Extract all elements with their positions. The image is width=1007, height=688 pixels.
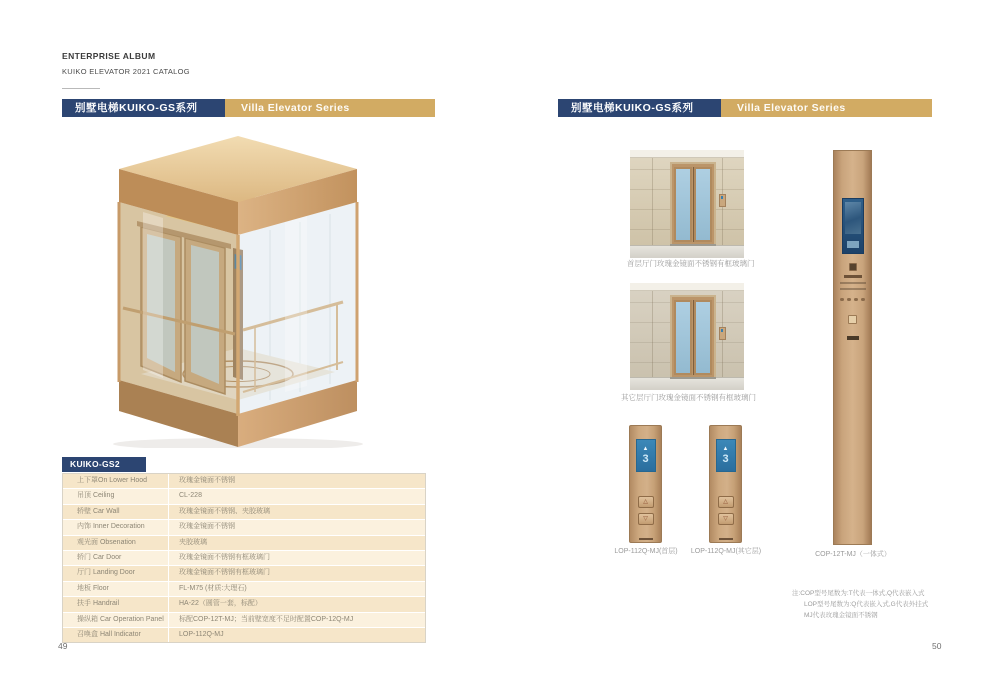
key-switch	[848, 315, 857, 324]
spec-label: 轿门 Car Door	[63, 551, 169, 565]
note-line: LOP型号尾数为:Q代表嵌入式,G代表外挂式	[804, 601, 929, 608]
cop-display-screen	[842, 198, 864, 254]
door-sill	[670, 377, 716, 379]
screen-image	[845, 202, 861, 234]
door-leaf	[694, 167, 712, 242]
floor-number: 3	[642, 453, 649, 465]
page-number-left: 49	[58, 641, 68, 651]
figure-caption: 首层厅门玫瑰金镜面不锈钢有框玻璃门	[627, 259, 755, 268]
spec-label: 操纵箱 Car Operation Panel	[63, 613, 169, 627]
floor-strip	[630, 245, 744, 258]
up-arrow-icon: ▲	[642, 446, 649, 452]
spec-table-row	[63, 488, 425, 503]
brand-mark	[639, 538, 653, 540]
glass-landing-door	[670, 162, 716, 246]
villa-elevator-cabin-render	[85, 130, 395, 448]
cop-panel-integrated	[833, 150, 872, 545]
spec-label: 厅门 Landing Door	[63, 566, 169, 580]
series-banner-en-right: Villa Elevator Series	[721, 99, 932, 117]
page-number-right: 50	[932, 641, 942, 651]
spec-table-row	[63, 519, 425, 534]
spec-value: 玫瑰金镜面不锈钢、夹胶玻璃	[179, 507, 270, 515]
door-glass	[676, 302, 690, 373]
brand-mark	[844, 275, 862, 278]
catalog-subtitle: KUIKO ELEVATOR 2021 CATALOG	[62, 67, 190, 76]
spec-label: 吊顶 Ceiling	[63, 489, 169, 503]
up-arrow-icon: ▲	[722, 446, 729, 452]
landing-door-photo-first-floor	[630, 150, 744, 258]
door-meeting-line	[693, 300, 694, 375]
spec-label: 地板 Floor	[63, 582, 169, 596]
spec-value: 玫瑰金镜面不锈钢	[179, 523, 235, 531]
spec-table-row	[63, 474, 425, 488]
floor-indicator-display	[636, 439, 656, 472]
brand-mark	[719, 538, 733, 540]
hall-call-panel-mini	[719, 194, 726, 207]
floor-button	[854, 298, 858, 301]
series-banner-en-left: Villa Elevator Series	[225, 99, 435, 117]
wall-joint	[652, 157, 653, 246]
door-meeting-line	[693, 167, 694, 242]
spec-value: 标配COP-12T-MJ；当前壁宽度不足时配置COP-12Q-MJ	[179, 615, 354, 623]
wall-joint	[652, 290, 653, 378]
enterprise-album-title: ENTERPRISE ALBUM	[62, 51, 156, 61]
cop-caption: COP-12T-MJ（一体式）	[815, 551, 891, 558]
down-call-button: ▽	[638, 513, 654, 525]
figure-caption: 其它层厅门玫瑰金镜面不锈钢有框玻璃门	[621, 393, 756, 402]
note-line: 注:COP型号尾数为:T代表一体式,Q代表嵌入式	[792, 590, 925, 597]
spec-value: 玫瑰金镜面不锈钢	[179, 477, 235, 484]
door-glass	[696, 302, 710, 373]
info-text-row	[840, 282, 866, 284]
call-buttons	[630, 496, 661, 525]
up-call-button: △	[638, 496, 654, 508]
spec-value: 玫瑰金镜面不锈钢有框玻璃门	[179, 569, 270, 577]
spec-table-row	[63, 535, 425, 550]
hall-call-panel-mini	[719, 327, 726, 340]
spec-label: 扶手 Handrail	[63, 597, 169, 611]
screen-info-bar	[847, 241, 859, 248]
down-call-button: ▽	[718, 513, 734, 525]
spec-table-row	[63, 504, 425, 519]
spec-label: 上下罩On Lower Hood	[63, 474, 169, 488]
floor-button	[847, 298, 851, 301]
spec-label: 观光面 Obsenation	[63, 536, 169, 550]
series-banner-cn-left: 别墅电梯KUIKO-GS系列	[62, 99, 225, 117]
spec-value: 夹胶玻璃	[179, 538, 207, 546]
lop-caption: LOP-112Q-MJ(首层)	[614, 548, 678, 555]
brand-emblem-icon	[849, 263, 857, 271]
series-banner-cn-right: 别墅电梯KUIKO-GS系列	[558, 99, 721, 117]
info-text-row	[840, 288, 866, 290]
spec-value: LOP-112Q-MJ	[179, 630, 224, 638]
spec-table-row	[63, 550, 425, 565]
spec-value: CL-228	[179, 492, 202, 500]
lop-caption: LOP-112Q-MJ(其它层)	[690, 548, 762, 555]
ceiling-strip	[630, 150, 744, 158]
floor-button	[840, 298, 844, 301]
note-line: MJ代表玫瑰金镜面不锈钢	[804, 612, 878, 619]
spec-value: 玫瑰金镜面不锈钢有框玻璃门	[179, 553, 270, 561]
glass-landing-door	[670, 295, 716, 379]
door-leaf	[674, 300, 692, 375]
floor-indicator-display	[716, 439, 736, 472]
spec-value: FL-M75 (材质:大理石)	[179, 584, 247, 592]
spec-table-row	[63, 581, 425, 596]
door-leaf	[694, 300, 712, 375]
lop-panel-first-floor	[629, 425, 662, 543]
door-leaf	[674, 167, 692, 242]
ceiling-strip	[630, 283, 744, 291]
door-glass	[676, 169, 690, 240]
mini-display	[721, 196, 723, 199]
spec-label: 召唤盒 Hall Indicator	[63, 628, 169, 642]
spec-table-row	[63, 627, 425, 642]
model-label: KUIKO-GS2	[62, 457, 146, 472]
panel-label	[847, 336, 859, 340]
header-rule	[62, 88, 100, 89]
mini-display	[721, 329, 723, 332]
lop-panel-other-floors	[709, 425, 742, 543]
spec-table	[62, 473, 426, 643]
door-glass	[696, 169, 710, 240]
door-sill	[670, 244, 716, 246]
spec-label: 轿壁 Car Wall	[63, 505, 169, 519]
spec-label: 内饰 Inner Decoration	[63, 520, 169, 534]
spec-value: HA-22（圆管一套，标配）	[179, 600, 262, 608]
floor-button	[861, 298, 865, 301]
up-call-button: △	[718, 496, 734, 508]
landing-door-photo-other-floors	[630, 283, 744, 390]
floor-number: 3	[722, 453, 729, 465]
spec-table-row	[63, 565, 425, 580]
spec-table-row	[63, 596, 425, 611]
model-code-notes	[792, 588, 928, 621]
call-buttons	[710, 496, 741, 525]
spec-table-row	[63, 612, 425, 627]
floor-button-row	[840, 298, 866, 301]
